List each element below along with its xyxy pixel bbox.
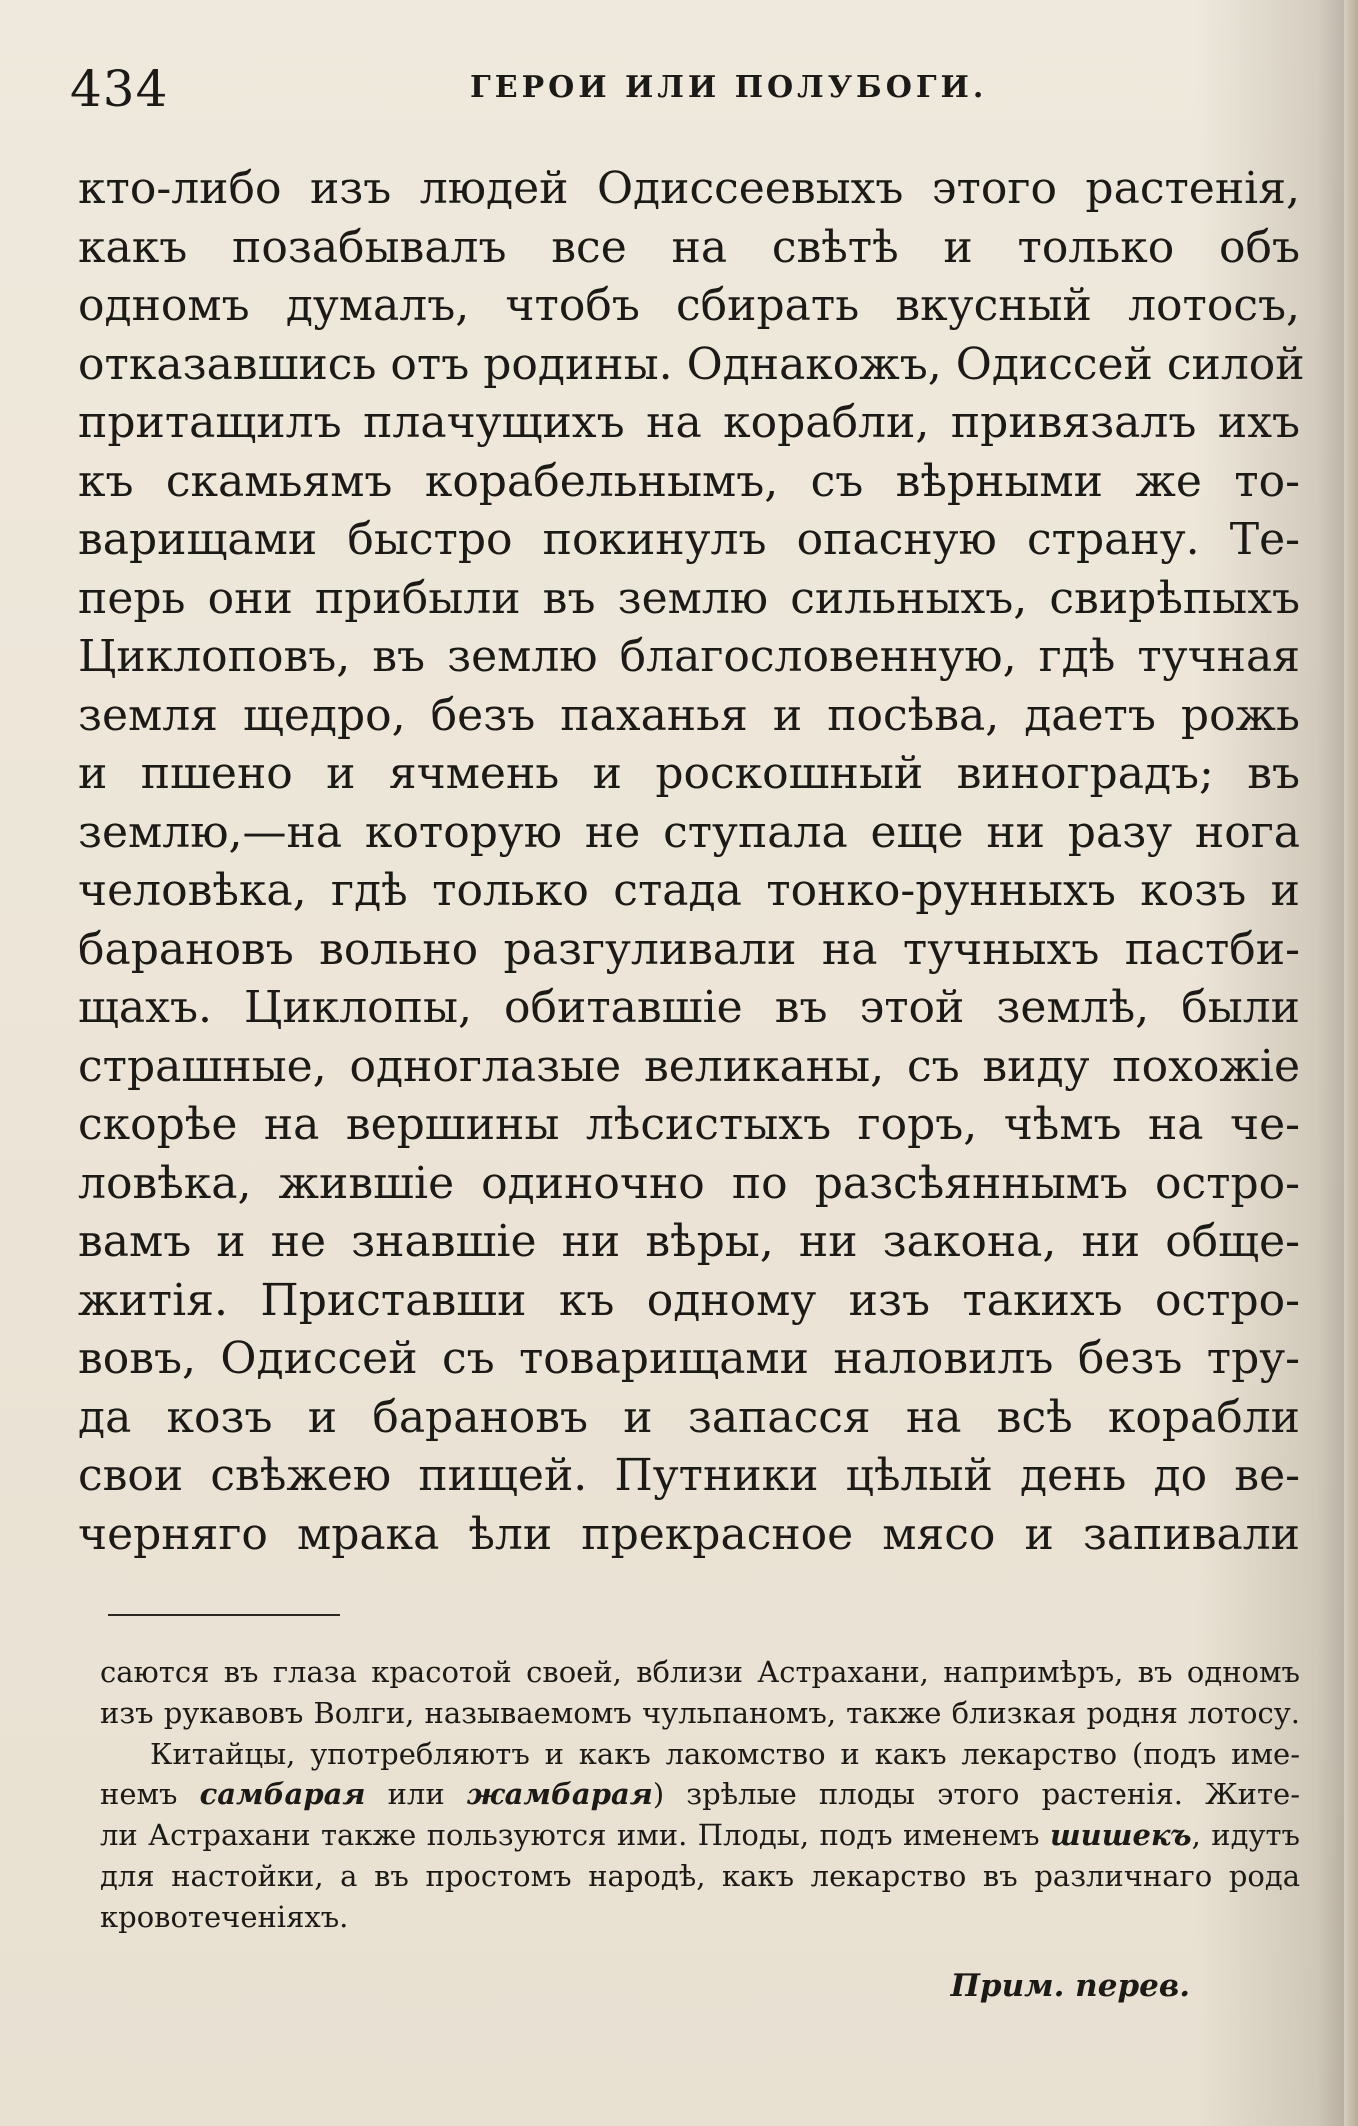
page-edge bbox=[1344, 0, 1358, 2126]
translator-note-signature: Прим. перев. bbox=[950, 1968, 1190, 2004]
text-line: человѣка, гдѣ только стада тонко-рунныхъ козъ и bbox=[78, 865, 1300, 916]
text-line: щахъ. Циклопы, обитавшіе въ этой землѣ, были bbox=[78, 982, 1300, 1033]
page-header bbox=[70, 60, 1310, 120]
main-text bbox=[78, 160, 1305, 1564]
text-line: черняго мрака ѣли прекрасное мясо и запивали bbox=[78, 1508, 1300, 1560]
text-line: вамъ и не знавшіе ни вѣры, ни закона, ни обще- bbox=[78, 1216, 1300, 1267]
text-line: ловѣка, жившіе одиночно по разсѣяннымъ остро- bbox=[78, 1157, 1300, 1209]
text-line: житія. Приставши къ одному изъ такихъ остро- bbox=[78, 1274, 1300, 1326]
footnote-text: немъ bbox=[100, 1777, 200, 1812]
page-number: 434 bbox=[70, 60, 169, 118]
footnote-line: для настойки, а въ простомъ народѣ, какъ лекарство въ различнаго рода bbox=[100, 1858, 1300, 1893]
text-line: земля щедро, безъ паханья и посѣва, даетъ рожь bbox=[78, 689, 1300, 741]
footnote-line: изъ рукавовъ Волги, называемомъ чульпаномъ, также близкая родня лотосу. bbox=[100, 1695, 1300, 1730]
footnote-line bbox=[100, 1774, 1300, 1815]
text-line: притащилъ плачущихъ на корабли, привязалъ ихъ bbox=[78, 397, 1300, 448]
footnote-emphasis: самбарая bbox=[199, 1777, 366, 1812]
text-line: одномъ думалъ, чтобъ сбирать вкусный лотосъ, bbox=[78, 280, 1300, 331]
footnote-line bbox=[100, 1815, 1300, 1856]
text-line: скорѣе на вершины лѣсистыхъ горъ, чѣмъ на че- bbox=[78, 1099, 1300, 1150]
footnote-text: , идутъ bbox=[1191, 1818, 1300, 1853]
footnote-emphasis: жамбарая bbox=[466, 1777, 653, 1812]
footnote-rule bbox=[108, 1614, 340, 1616]
text-line: свои свѣжею пищей. Путники цѣлый день до ве- bbox=[78, 1450, 1300, 1501]
footnote-line: Китайцы, употребляютъ и какъ лакомство и какъ лекарство (подъ име- bbox=[150, 1736, 1300, 1771]
text-line: землю,—на которую не ступала еще ни разу нога bbox=[78, 806, 1300, 858]
text-line: какъ позабывалъ все на свѣтѣ и только объ bbox=[78, 221, 1300, 273]
text-line: да козъ и барановъ и запасся на всѣ корабли bbox=[78, 1391, 1300, 1443]
text-line: страшные, одноглазые великаны, съ виду похожіе bbox=[78, 1040, 1300, 1092]
footnote-line: кровотеченіяхъ. bbox=[100, 1899, 349, 1934]
text-line: барановъ вольно разгуливали на тучныхъ пастби- bbox=[78, 923, 1300, 975]
footnote-line: саются въ глаза красотой своей, вблизи Астрахани, напримѣръ, въ одномъ bbox=[100, 1655, 1300, 1689]
text-line: Циклоповъ, въ землю благословенную, гдѣ тучная bbox=[78, 631, 1300, 682]
text-line: кто-либо изъ людей Одиссеевыхъ этого растенія, bbox=[78, 163, 1300, 214]
footnote-text: или bbox=[365, 1777, 467, 1812]
text-line: отказавшись отъ родины. Однакожъ, Одиссей силой bbox=[78, 338, 1305, 390]
text-line: и пшено и ячмень и роскошный виноградъ; въ bbox=[78, 748, 1300, 799]
footnote-text: ли Астрахани также пользуются ими. Плоды, подъ именемъ bbox=[100, 1818, 1050, 1853]
footnote bbox=[100, 1652, 1300, 1938]
text-line: перь они прибыли въ землю сильныхъ, свирѣпыхъ bbox=[78, 572, 1300, 624]
text-line: вовъ, Одиссей съ товарищами наловилъ безъ тру- bbox=[78, 1333, 1300, 1384]
running-head: ГЕРОИ ИЛИ ПОЛУБОГИ. bbox=[470, 70, 988, 105]
text-line: варищами быстро покинулъ опасную страну. Те- bbox=[78, 514, 1300, 565]
footnote-emphasis: шишекъ bbox=[1049, 1818, 1192, 1853]
footnote-text: ) зрѣлые плоды этого растенія. Жите- bbox=[652, 1777, 1300, 1812]
text-line: къ скамьямъ корабельнымъ, съ вѣрными же то- bbox=[78, 455, 1300, 507]
